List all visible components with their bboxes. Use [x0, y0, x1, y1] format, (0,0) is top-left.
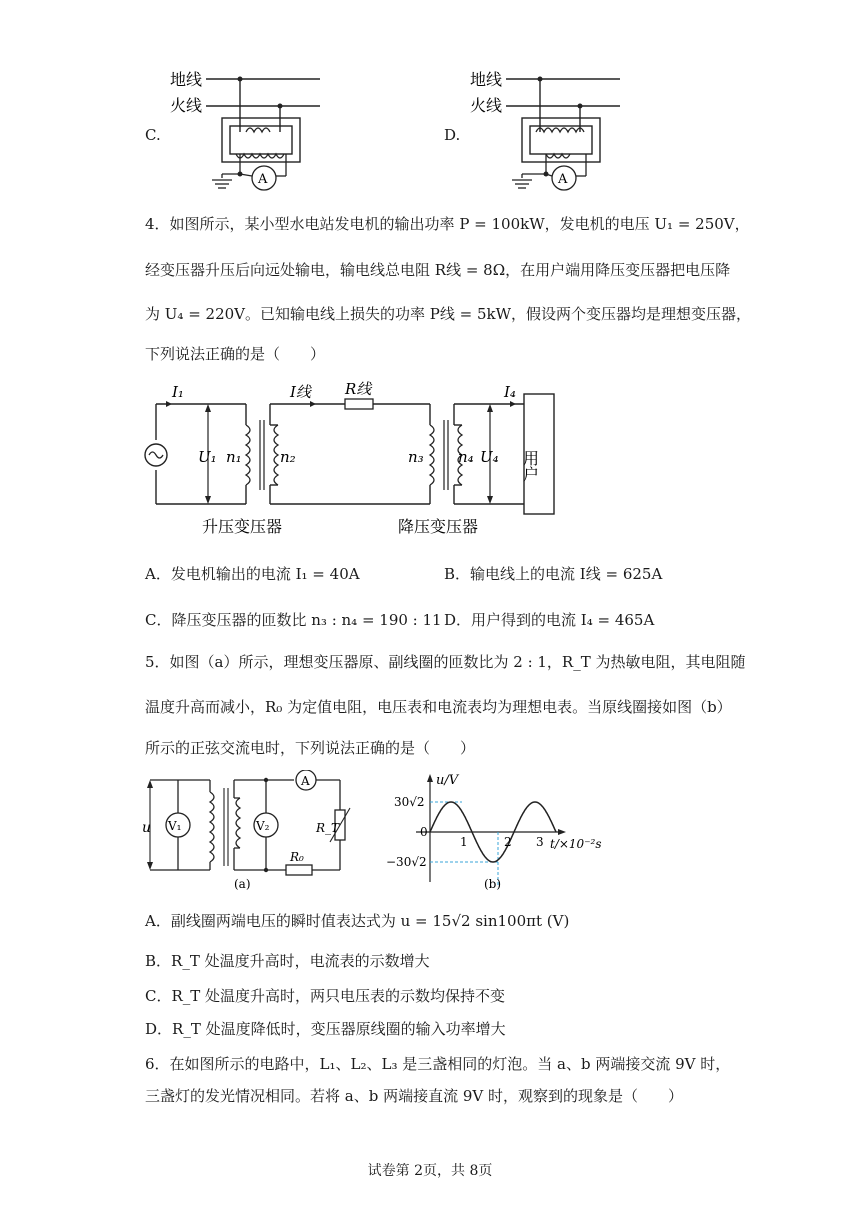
x-tick-3: 3 — [536, 835, 544, 849]
q4-option-b[interactable]: B．输电线上的电流 I线 = 625A — [444, 565, 663, 583]
q5-option-a[interactable]: A．副线圈两端电压的瞬时值表达式为 u = 15√2 sin100πt (V) — [145, 912, 570, 930]
option-c-label: C. — [145, 126, 161, 144]
label-user: 用户 — [520, 450, 540, 482]
label-n2: n₂ — [280, 448, 296, 466]
transformer-circuit-figure-a — [140, 770, 360, 892]
origin-label: 0 — [420, 825, 428, 839]
caption-b: (b) — [484, 877, 502, 891]
x-tick-2: 2 — [504, 835, 512, 849]
y-pos-label: 30√2 — [394, 795, 425, 809]
q6-text-line-2: 三盏灯的发光情况相同。若将 a、b 两端接直流 9V 时，观察到的现象是（ ） — [145, 1087, 683, 1105]
label-n3: n₃ — [408, 448, 424, 466]
q5-text-line-3: 所示的正弦交流电时，下列说法正确的是（ ） — [145, 739, 476, 757]
circuit-c-figure — [160, 66, 340, 194]
q5-option-b[interactable]: B．R_T 处温度升高时，电流表的示数增大 — [145, 952, 430, 970]
label-U4: U₄ — [480, 448, 499, 466]
label-ammeter: A — [301, 774, 310, 788]
q4-option-d[interactable]: D．用户得到的电流 I₄ = 465A — [444, 611, 655, 629]
label-I-line: I线 — [290, 383, 311, 401]
q4-option-c[interactable]: C．降压变压器的匝数比 n₃ : n₄ = 190 : 11 — [145, 611, 442, 629]
label-n1: n₁ — [226, 448, 242, 466]
q5-option-d[interactable]: D．R_T 处温度降低时，变压器原线圈的输入功率增大 — [145, 1020, 506, 1038]
ammeter-label: A — [558, 172, 568, 187]
live-wire-label: 火线 — [170, 96, 203, 115]
x-axis-label: t/×10⁻²s — [550, 837, 602, 851]
caption-a: (a) — [234, 877, 251, 891]
x-tick-1: 1 — [460, 835, 468, 849]
ground-wire-label: 地线 — [170, 70, 203, 89]
q4-text-line-1: 4．如图所示，某小型水电站发电机的输出功率 P = 100kW，发电机的电压 U₁ = 250V， — [145, 215, 750, 233]
live-wire-label: 火线 — [470, 96, 503, 115]
q4-text-line-2: 经变压器升压后向远处输电，输电线总电阻 R线 = 8Ω，在用户端用降压变压器把电压降 — [145, 261, 731, 279]
label-I1: I₁ — [172, 383, 184, 401]
label-step-down: 降压变压器 — [398, 517, 479, 536]
circuit-d-figure — [460, 66, 640, 194]
q5-text-line-1: 5．如图（a）所示，理想变压器原、副线圈的匝数比为 2 : 1，R_T 为热敏电阻，其电阻随 — [145, 653, 746, 671]
label-U1: U₁ — [198, 448, 217, 466]
label-R0: R₀ — [290, 850, 304, 864]
voltage-waveform-figure-b — [386, 770, 626, 892]
q4-option-a[interactable]: A．发电机输出的电流 I₁ = 40A — [145, 565, 360, 583]
ground-wire-label: 地线 — [470, 70, 503, 89]
label-V2: V₂ — [256, 819, 270, 833]
y-neg-label: −30√2 — [386, 855, 427, 869]
q4-text-line-4: 下列说法正确的是（ ） — [145, 345, 326, 363]
label-R-line: R线 — [345, 380, 372, 398]
q5-text-line-2: 温度升高而减小，R₀ 为定值电阻，电压表和电流表均为理想电表。当原线圈接如图（b） — [145, 698, 732, 716]
label-RT: R_T — [316, 821, 340, 835]
label-n4: n₄ — [458, 448, 474, 466]
y-axis-label: u/V — [436, 773, 459, 788]
ammeter-label: A — [258, 172, 268, 187]
label-I4: I₄ — [504, 383, 516, 401]
q5-option-c[interactable]: C．R_T 处温度升高时，两只电压表的示数均保持不变 — [145, 987, 506, 1005]
label-u: u — [142, 820, 152, 836]
page-footer: 试卷第 2页，共 8页 — [367, 1163, 493, 1179]
label-step-up: 升压变压器 — [202, 517, 283, 536]
q6-text-line-1: 6．在如图所示的电路中，L₁、L₂、L₃ 是三盏相同的灯泡。当 a、b 两端接交流 9V 时， — [145, 1055, 731, 1073]
power-transmission-diagram — [140, 380, 560, 540]
label-V1: V₁ — [168, 819, 182, 833]
option-d-label: D. — [444, 126, 461, 144]
q4-text-line-3: 为 U₄ = 220V。已知输电线上损失的功率 P线 = 5kW，假设两个变压器均是理想变压器， — [145, 305, 752, 323]
